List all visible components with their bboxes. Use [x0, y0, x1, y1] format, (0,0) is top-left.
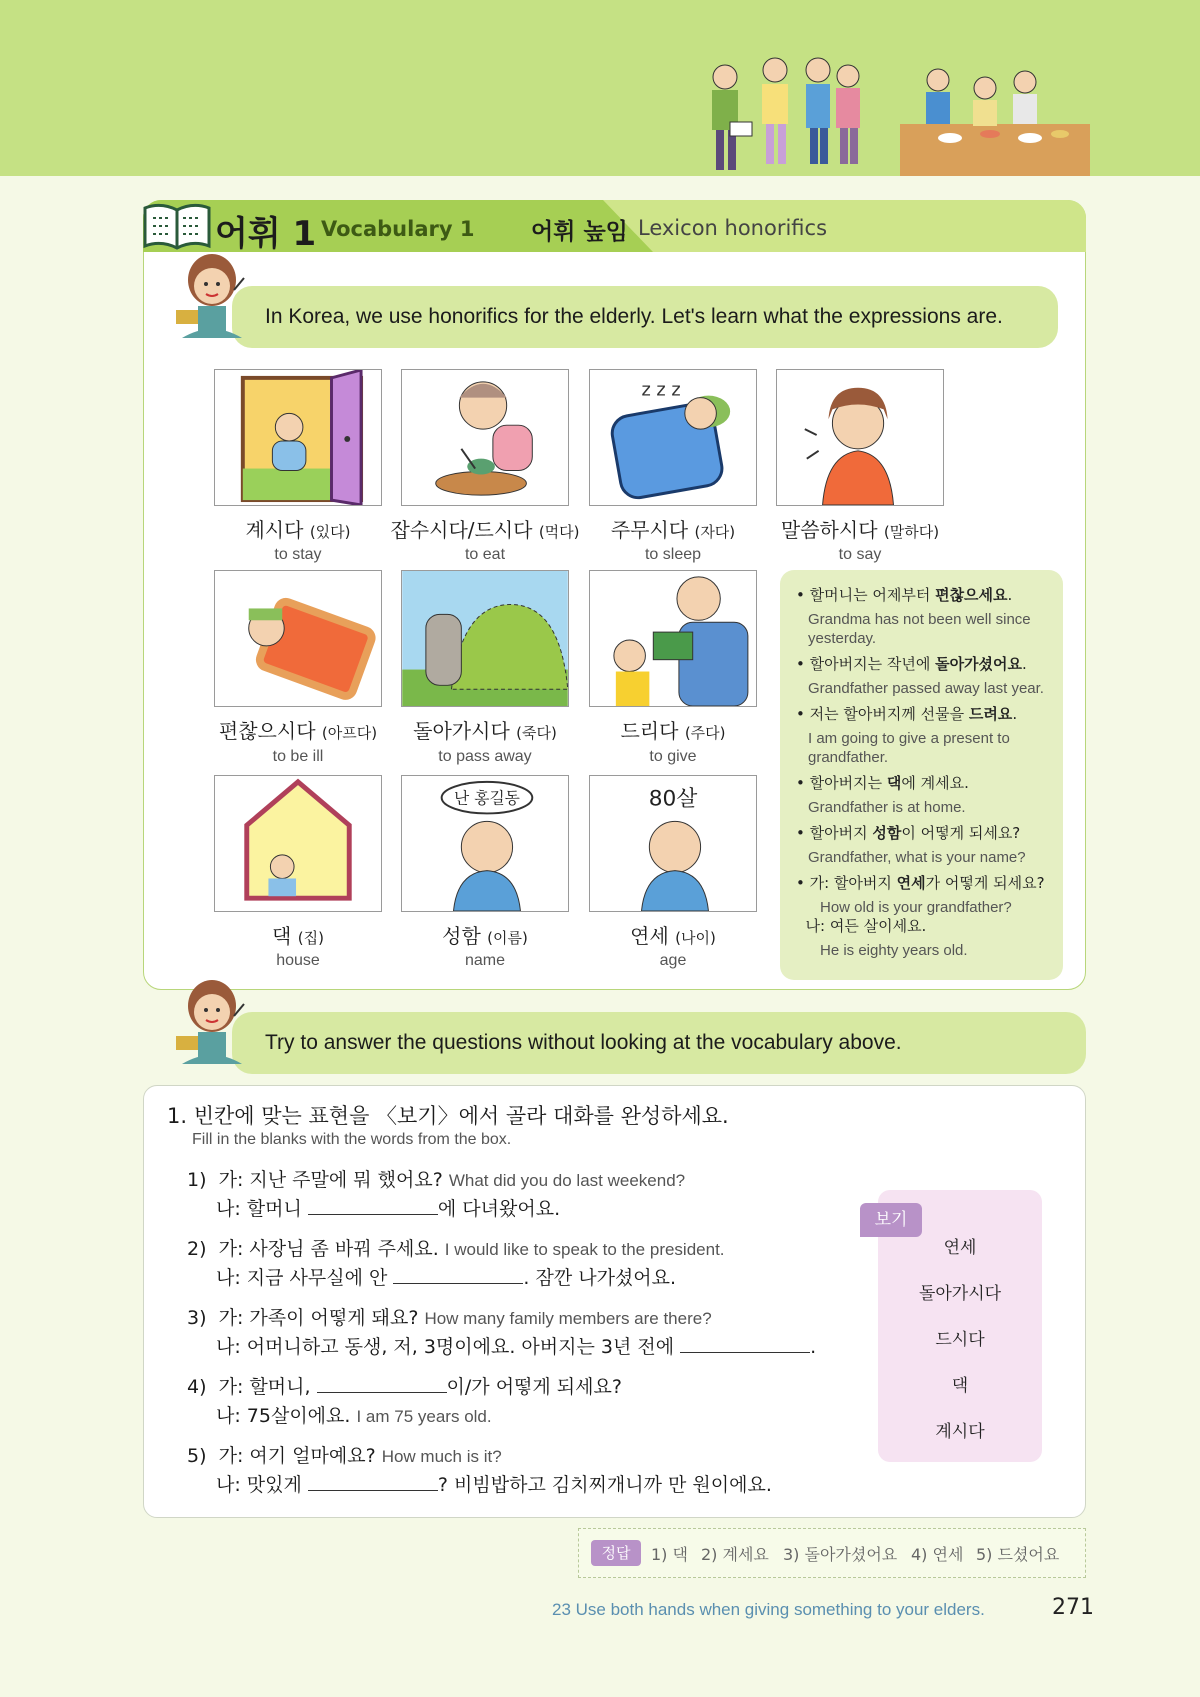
name-bubble-text: 난 홍길동: [454, 788, 520, 808]
example-ko: • 할머니는 어제부터 편찮으세요.: [796, 586, 1013, 604]
example-en: He is eighty years old.: [820, 942, 968, 959]
family-illustration: [700, 52, 1100, 176]
example-ko: 나: 여든 살이세요.: [796, 917, 927, 935]
vocab-word: 댁 (집): [272, 924, 324, 948]
vocab-word: 돌아가시다 (죽다): [413, 719, 557, 743]
vocab-word: 잡수시다/드시다 (먹다): [390, 518, 580, 542]
vocab-word: 성함 (이름): [442, 924, 528, 948]
example-ko: • 할아버지 성함이 어떻게 되세요?: [796, 824, 1021, 842]
answer-item: 1) 댁: [651, 1545, 688, 1564]
example-ko: • 저는 할아버지께 선물을 드려요.: [796, 705, 1018, 723]
word-box-item: 돌아가시다: [918, 1284, 1002, 1304]
exercise-title: 1. 빈칸에 맞는 표현을 〈보기〉에서 골라 대화를 완성하세요.: [167, 1104, 729, 1128]
example-ko: • 가: 할아버지 연세가 어떻게 되세요?: [796, 874, 1045, 892]
open-book-icon: [141, 202, 213, 252]
vocabulary-header: [143, 200, 1086, 252]
vocab-meaning: to give: [649, 748, 697, 765]
topic-title-en: Lexicon honorifics: [638, 216, 828, 240]
question-1-a: 1) 가: 지난 주말에 뭐 했어요? What did you do last weekend?: [187, 1169, 686, 1191]
vocab-card-house: [214, 775, 382, 912]
question-2-b: 나: 지금 사무실에 안 . 잠깐 나가셨어요.: [216, 1267, 677, 1289]
vocab-meaning: house: [276, 952, 320, 969]
vocab-card-say: [776, 369, 944, 506]
question-3-a: 3) 가: 가족이 어떻게 돼요? How many family members are there?: [187, 1307, 712, 1329]
vocab-card-stay: [214, 369, 382, 506]
vocab-card-name: [401, 775, 569, 912]
intro-text: In Korea, we use honorifics for the elderly. Let's learn what the expressions are.: [265, 305, 1003, 328]
question-2-a: 2) 가: 사장님 좀 바꿔 주세요. I would like to speak to the president.: [187, 1238, 725, 1260]
teacher-icon: [172, 976, 252, 1066]
answer-item: 2) 계세요: [701, 1545, 769, 1564]
vocab-meaning: to pass away: [438, 748, 532, 765]
vocab-meaning: to eat: [464, 546, 506, 563]
word-box-item: 연세: [943, 1238, 977, 1258]
example-en: Grandma has not been well since yesterday.: [808, 611, 1031, 647]
vocab-word: 편찮으시다 (아프다): [218, 719, 378, 743]
vocab-card-age: [589, 775, 757, 912]
vocab-meaning: to be ill: [272, 748, 324, 765]
answer-blank[interactable]: [680, 1335, 810, 1353]
vocab-card-sleep: [589, 369, 757, 506]
example-en: Grandfather passed away last year.: [808, 680, 1044, 697]
vocab-meaning: to sleep: [644, 546, 702, 563]
vocab-word: 주무시다 (자다): [610, 518, 736, 542]
vocab-card-ill: [214, 570, 382, 707]
question-3-b: 나: 어머니하고 동생, 저, 3명이에요. 아버지는 3년 전에 .: [216, 1336, 817, 1358]
word-box-item: 계시다: [935, 1422, 985, 1442]
page-number: 271: [1052, 1595, 1094, 1620]
age-label-text: 80살: [648, 786, 698, 812]
culture-tip: 23 Use both hands when giving something to your elders.: [552, 1600, 985, 1619]
answer-blank[interactable]: [317, 1375, 447, 1393]
answer-blank[interactable]: [308, 1197, 438, 1215]
teacher-icon: [172, 250, 252, 340]
instruction-text: Try to answer the questions without looking at the vocabulary above.: [265, 1031, 902, 1054]
answer-blank[interactable]: [308, 1473, 438, 1491]
topic-title-ko: 어휘 높임: [531, 219, 628, 245]
question-4-b: 나: 75살이에요. I am 75 years old.: [216, 1405, 492, 1427]
answer-blank[interactable]: [393, 1266, 523, 1284]
vocab-meaning: name: [464, 952, 506, 969]
answer-key-label: 정답: [591, 1540, 641, 1566]
vocab-word: 말씀하시다 (말하다): [780, 518, 940, 542]
vocab-meaning: age: [659, 952, 687, 969]
vocab-label-en: Vocabulary 1: [321, 217, 475, 241]
exercise-subtitle: Fill in the blanks with the words from the box.: [192, 1131, 512, 1148]
example-en: Grandfather, what is your name?: [808, 849, 1026, 866]
example-en: Grandfather is at home.: [808, 799, 966, 816]
question-5-b: 나: 맛있게 ? 비빔밥하고 김치찌개니까 만 원이에요.: [216, 1474, 772, 1496]
vocab-meaning: to say: [838, 546, 882, 563]
question-4-a: 4) 가: 할머니, 이/가 어떻게 되세요?: [187, 1376, 622, 1398]
word-box-item: 드시다: [935, 1330, 985, 1350]
word-box-item: 댁: [951, 1376, 969, 1396]
question-5-a: 5) 가: 여기 얼마예요? How much is it?: [187, 1445, 502, 1467]
vocab-word: 연세 (나이): [630, 924, 716, 948]
vocab-card-pass-away: [401, 570, 569, 707]
question-1-b: 나: 할머니 에 다녀왔어요.: [216, 1198, 561, 1220]
example-ko: • 할아버지는 작년에 돌아가셨어요.: [796, 655, 1027, 673]
svg-text:z z z: z z z: [641, 380, 681, 401]
vocab-label-ko: 어휘 1: [215, 214, 317, 254]
word-box-label: 보기: [860, 1203, 922, 1237]
example-en: How old is your grandfather?: [820, 899, 1012, 916]
answer-item: 5) 드셨어요: [976, 1545, 1060, 1564]
vocab-word: 계시다 (있다): [245, 518, 351, 542]
answer-item: 3) 돌아가셨어요: [783, 1545, 898, 1564]
vocab-word: 드리다 (주다): [620, 719, 726, 743]
example-sentences-panel: [780, 570, 1063, 980]
example-en: I am going to give a present to grandfather.: [808, 730, 1010, 766]
vocab-meaning: to stay: [274, 546, 322, 563]
vocab-card-eat: [401, 369, 569, 506]
answer-item: 4) 연세: [911, 1545, 964, 1564]
vocab-card-give: [589, 570, 757, 707]
example-ko: • 할아버지는 댁에 계세요.: [796, 774, 969, 792]
